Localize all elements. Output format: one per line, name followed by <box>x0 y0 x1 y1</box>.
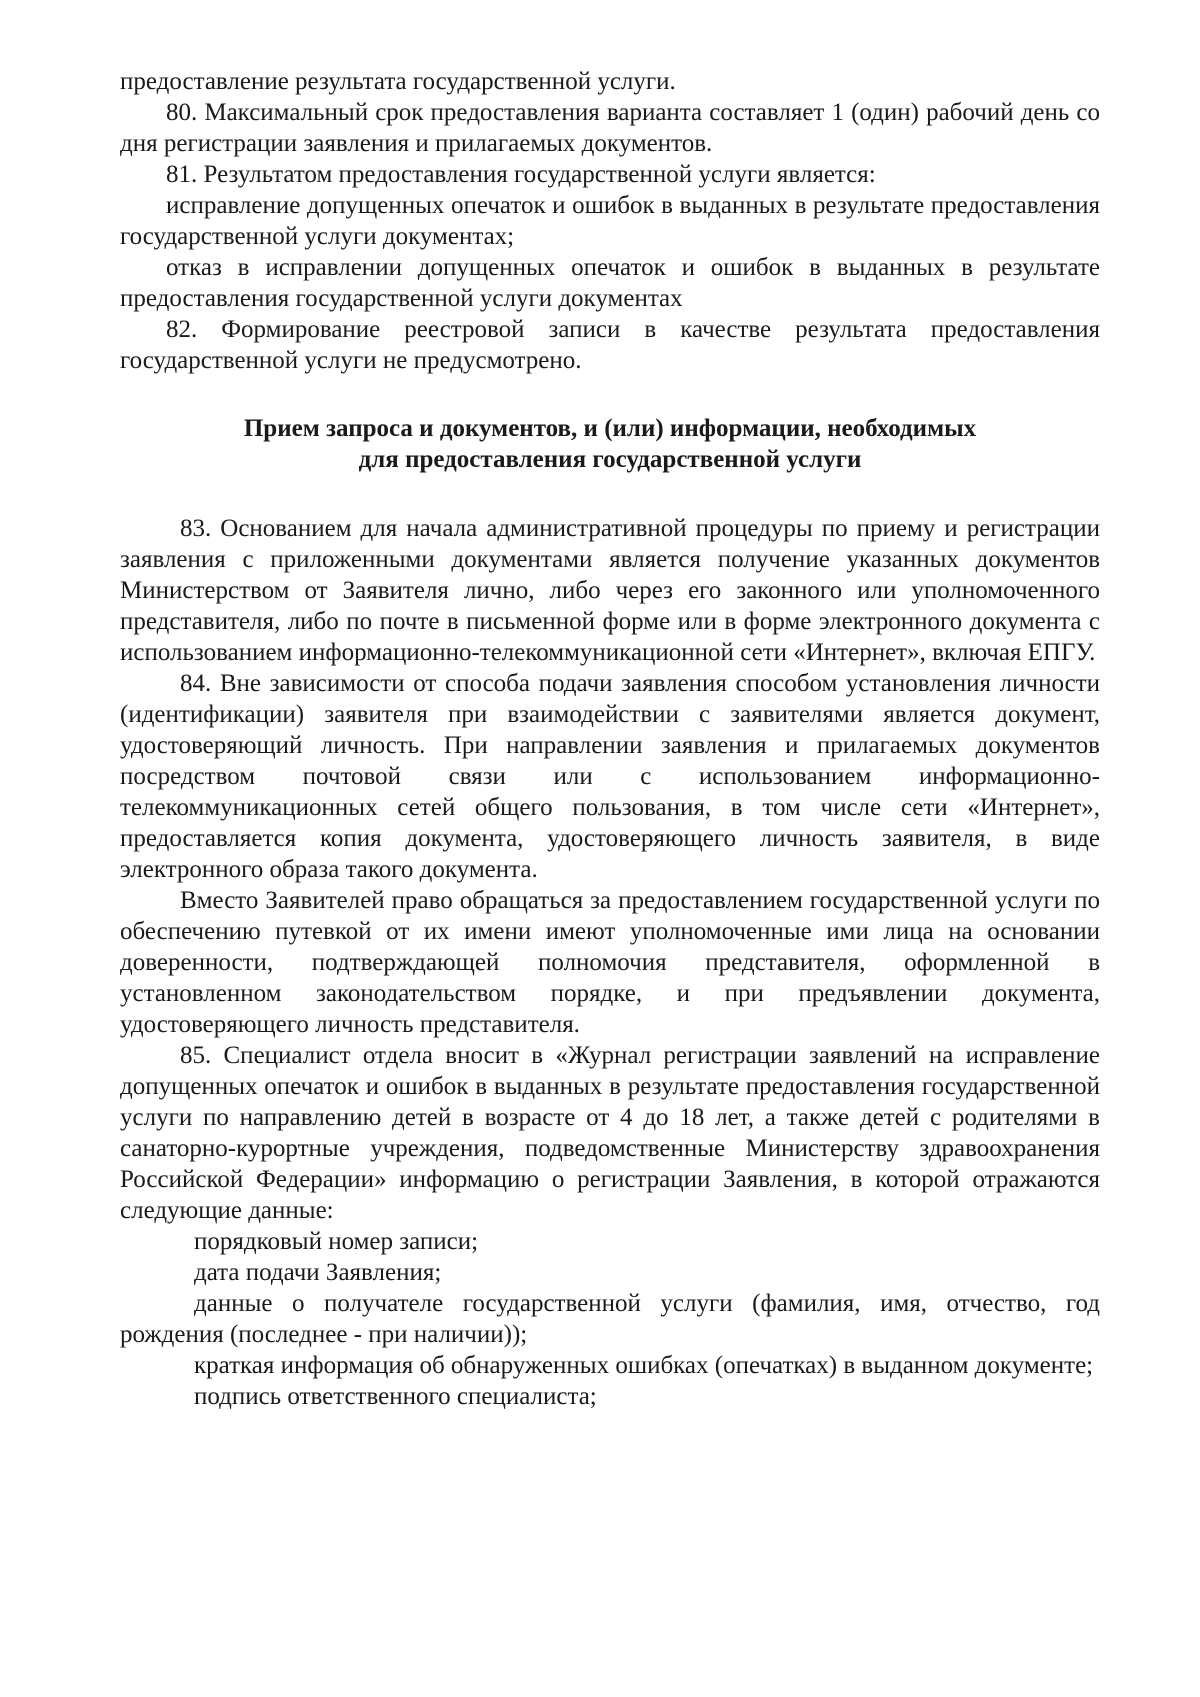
section-heading-line-2: для предоставления государственной услуги <box>358 446 862 473</box>
paragraph-85: 85. Специалист отдела вносит в «Журнал регистрации заявлений на исправление допущенных опечаток и ошибок в выданных в результате предоставления государственной услуги по направлению детей в возрасте от 4 до 18 лет, а также детей с родителями в санаторно-курортные учреждения, подведомственные Министерству здравоохранения Российской Федерации» информацию о регистрации Заявления, в которой отражаются следующие данные: <box>120 1042 1100 1224</box>
paragraph-81: 81. Результатом предоставления государственной услуги является: <box>166 161 876 188</box>
list-item: данные о получателе государственной услуги (фамилия, имя, отчество, год рождения (последнее - при наличии)); <box>120 1290 1100 1348</box>
list-item: краткая информация об обнаруженных ошибках (опечатках) в выданном документе; <box>194 1352 1094 1379</box>
paragraph-81-result-2: отказ в исправлении допущенных опечаток и ошибок в выданных в результате предоставления государственной услуги документах <box>120 254 1100 312</box>
document-body <box>120 66 1100 1412</box>
paragraph-continuation: предоставление результата государственной услуги. <box>120 68 676 95</box>
paragraph-83: 83. Основанием для начала административной процедуры по приему и регистрации заявления с приложенными документами является получение указанных документов Министерством от Заявителя лично, либо через его законного или уполномоченного представителя, либо по почте в письменной форме или в форме электронного документа с использованием информационно-телекоммуникационной сети «Интернет», включая ЕПГУ. <box>120 515 1100 666</box>
paragraph-81-result-1: исправление допущенных опечаток и ошибок в выданных в результате предоставления государственной услуги документах; <box>120 192 1100 250</box>
list-item: подпись ответственного специалиста; <box>194 1383 597 1410</box>
paragraph-representatives: Вместо Заявителей право обращаться за предоставлением государственной услуги по обеспечению путевкой от их имени имеют уполномоченные ими лица на основании доверенности, подтверждающей полномочия представителя, оформленной в установленном законодательством порядке, и при предъявлении документа, удостоверяющего личность представителя. <box>120 887 1100 1038</box>
section-heading <box>120 413 1100 475</box>
section-heading-line-1: Прием запроса и документов, и (или) информации, необходимых <box>243 415 977 442</box>
list-item: дата подачи Заявления; <box>194 1259 442 1286</box>
paragraph-80: 80. Максимальный срок предоставления варианта составляет 1 (один) рабочий день со дня регистрации заявления и прилагаемых документов. <box>120 99 1100 157</box>
paragraph-82: 82. Формирование реестровой записи в качестве результата предоставления государственной услуги не предусмотрено. <box>120 316 1100 374</box>
list-item: порядковый номер записи; <box>194 1228 479 1255</box>
paragraph-84: 84. Вне зависимости от способа подачи заявления способом установления личности (идентификации) заявителя при взаимодействии с заявителями является документ, удостоверяющий личность. При направлении заявления и прилагаемых документов посредством почтовой связи или с использованием информационно-телекоммуникационных сетей общего пользования, в том числе сети «Интернет», предоставляется копия документа, удостоверяющего личность заявителя, в виде электронного образа такого документа. <box>120 670 1100 883</box>
